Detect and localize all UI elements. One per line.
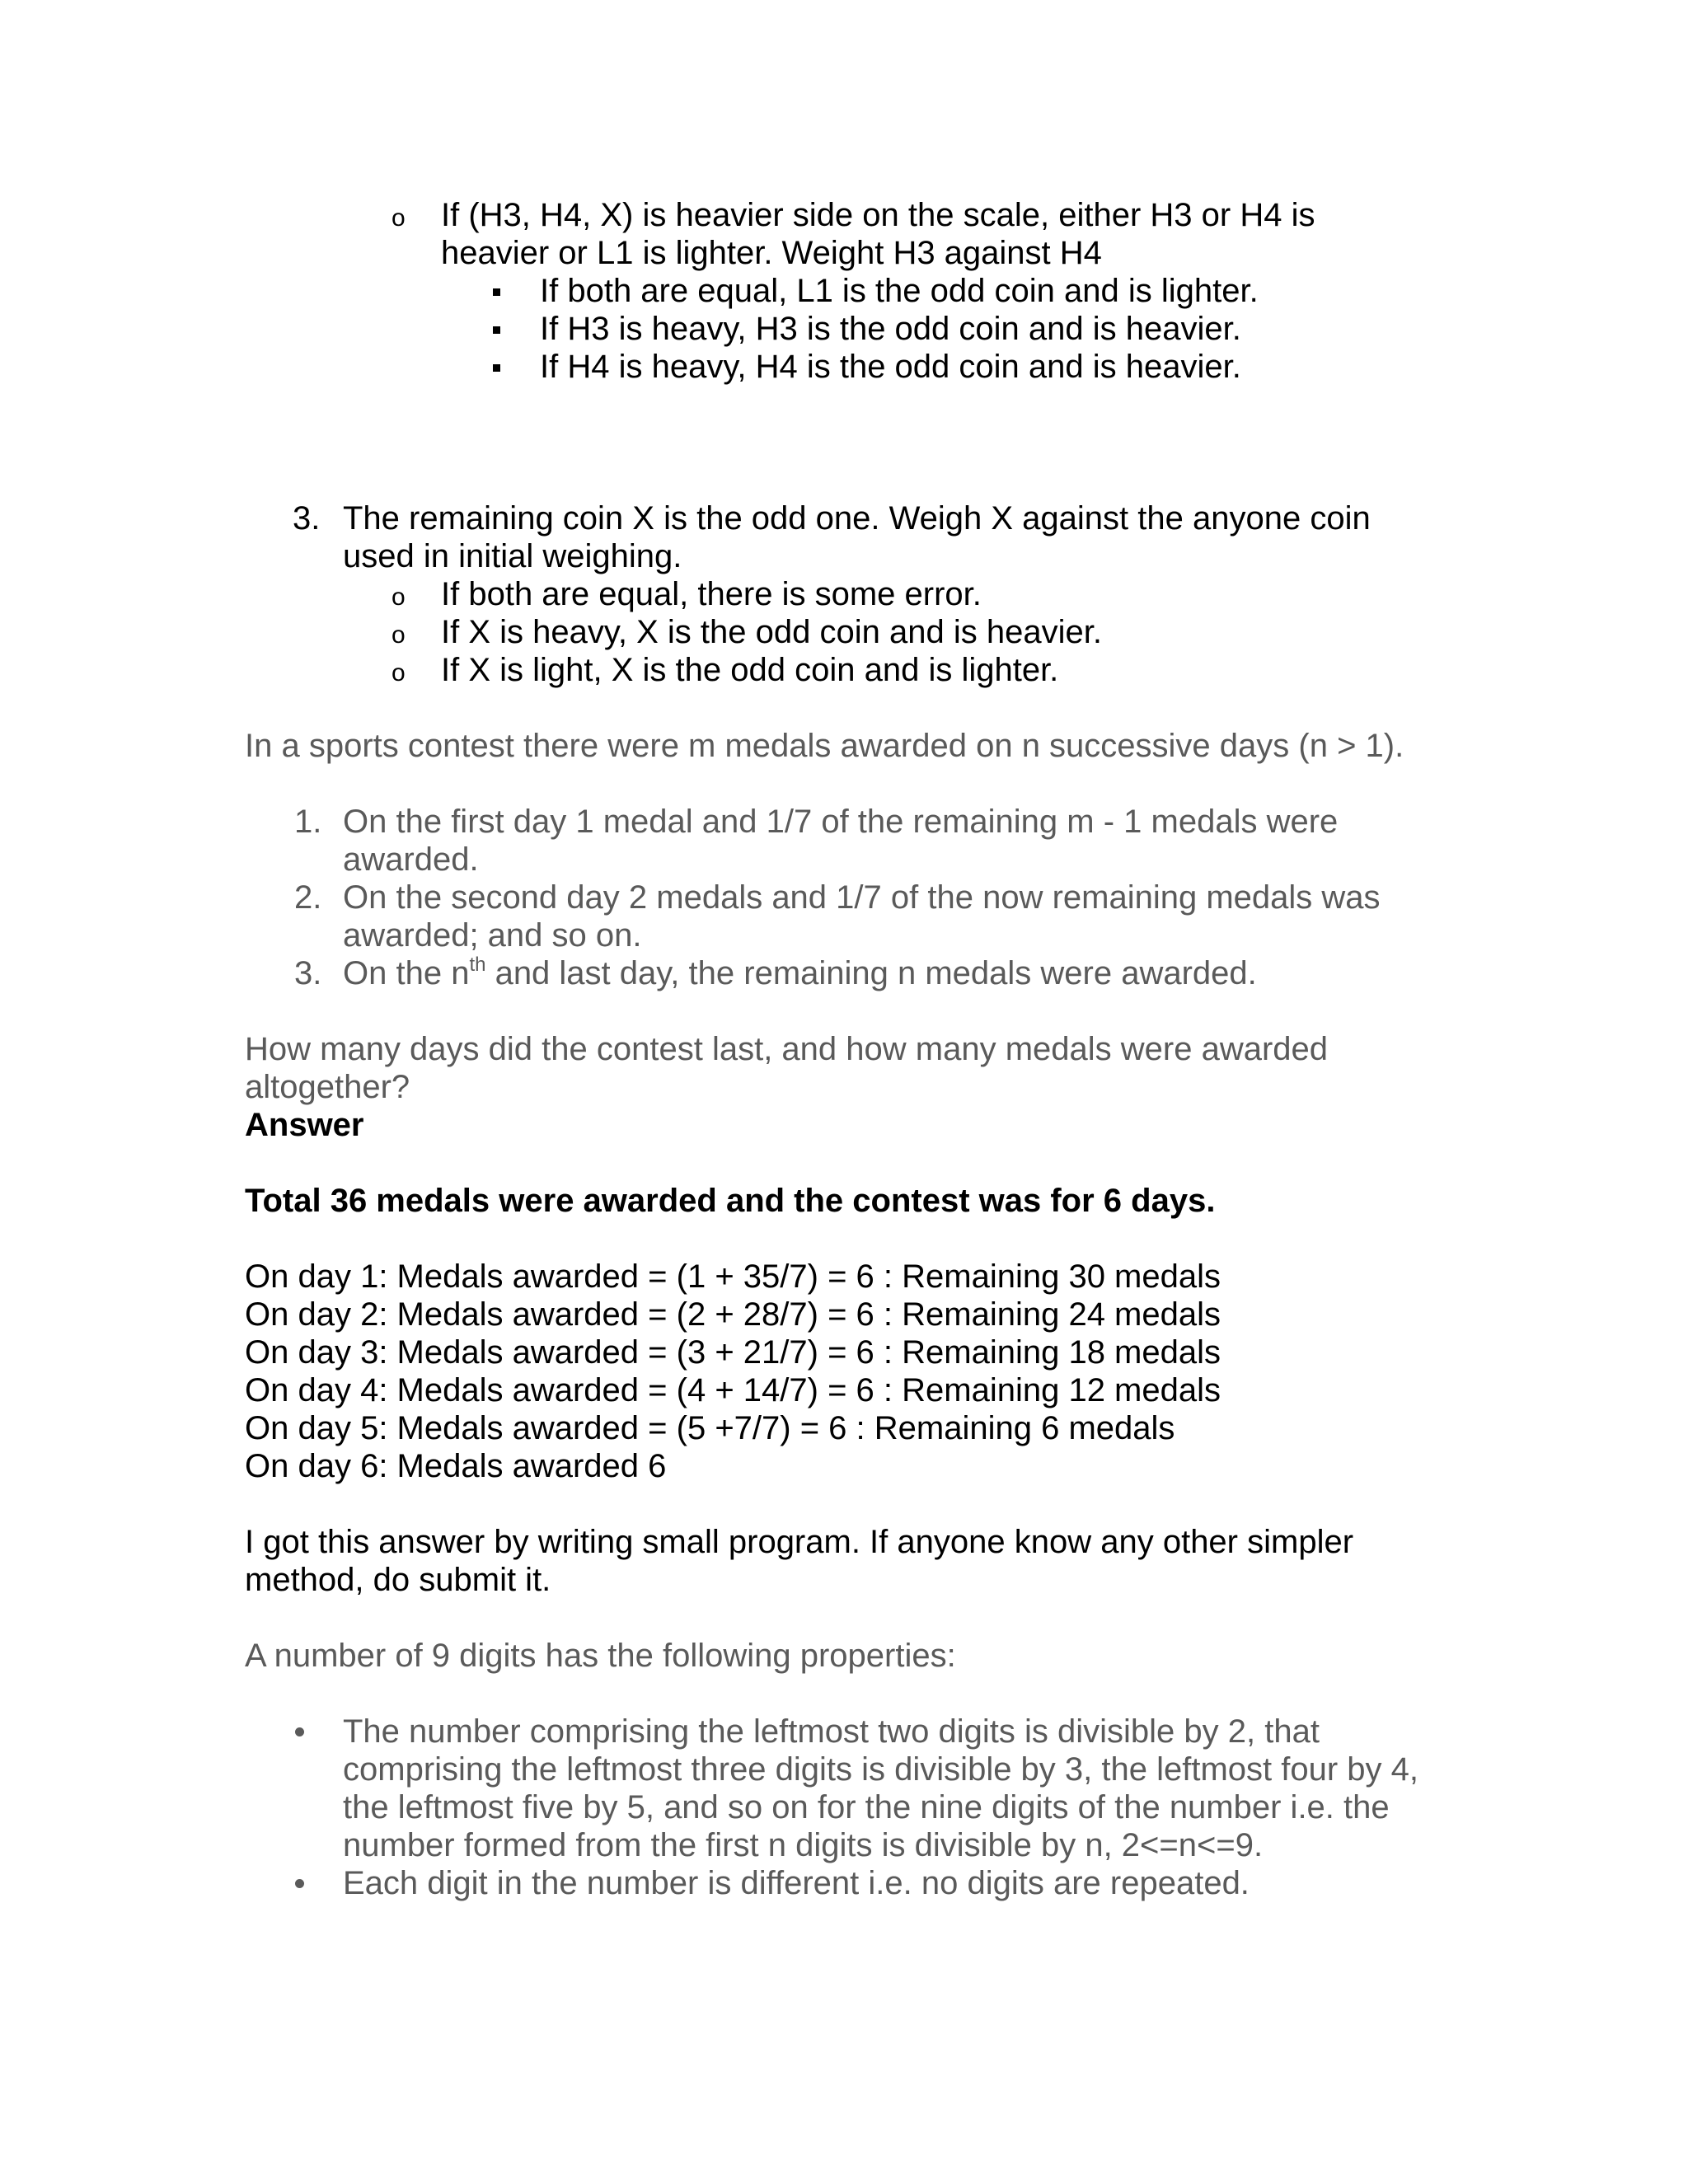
coin-subitem-line-1: If (H3, H4, X) is heavier side on the scale, either H3 or H4 is xyxy=(441,197,1315,233)
answer-label: Answer xyxy=(245,1107,364,1143)
digits-bullet1-line-3: the leftmost five by 5, and so on for the nine digits of the number i.e. the xyxy=(343,1789,1390,1825)
list-number: 3. xyxy=(293,500,321,537)
medals-item3-after: and last day, the remaining n medals were awarded. xyxy=(485,955,1257,991)
dot-bullet-icon xyxy=(295,1727,304,1736)
circle-bullet-icon: o xyxy=(392,204,406,232)
dot-bullet-icon xyxy=(295,1879,304,1888)
medals-item3-line xyxy=(343,954,1257,997)
day-line-3: On day 3: Medals awarded = (3 + 21/7) = 6 : Remaining 18 medals xyxy=(245,1334,1221,1371)
day-line-1: On day 1: Medals awarded = (1 + 35/7) = 6 : Remaining 30 medals xyxy=(245,1258,1221,1295)
day-line-4: On day 4: Medals awarded = (4 + 14/7) = 6 : Remaining 12 medals xyxy=(245,1372,1221,1408)
medals-item3-before: On the n xyxy=(343,955,470,991)
coin-item3-line-1: The remaining coin X is the odd one. Weigh X against the anyone coin xyxy=(343,500,1371,537)
digits-bullet2-line-1: Each digit in the number is different i.e. no digits are repeated. xyxy=(343,1865,1250,1901)
medals-intro: In a sports contest there were m medals awarded on n successive days (n > 1). xyxy=(245,728,1404,764)
circle-bullet-icon: o xyxy=(392,659,406,687)
medals-question-line-1: How many days did the contest last, and how many medals were awarded xyxy=(245,1031,1329,1067)
coin-bullet-1: If both are equal, L1 is the odd coin and is lighter. xyxy=(540,273,1259,309)
coin-item3-sub-3: If X is light, X is the odd coin and is lighter. xyxy=(441,652,1059,688)
answer-summary: Total 36 medals were awarded and the contest was for 6 days. xyxy=(245,1183,1216,1219)
list-number: 2. xyxy=(294,879,322,916)
day-line-5: On day 5: Medals awarded = (5 +7/7) = 6 : Remaining 6 medals xyxy=(245,1410,1175,1446)
day-line-2: On day 2: Medals awarded = (2 + 28/7) = 6 : Remaining 24 medals xyxy=(245,1296,1221,1333)
coin-subitem-line-2: heavier or L1 is lighter. Weight H3 against H4 xyxy=(441,235,1102,271)
square-bullet-icon xyxy=(493,326,500,334)
digits-intro: A number of 9 digits has the following properties: xyxy=(245,1638,956,1674)
coin-bullet-2: If H3 is heavy, H3 is the odd coin and is heavier. xyxy=(540,311,1241,347)
day-line-6: On day 6: Medals awarded 6 xyxy=(245,1448,667,1484)
circle-bullet-icon: o xyxy=(392,583,406,611)
medals-item1-line-2: awarded. xyxy=(343,841,479,878)
coin-item3-sub-2: If X is heavy, X is the odd coin and is heavier. xyxy=(441,614,1102,650)
list-number: 3. xyxy=(294,955,322,991)
digits-bullet1-line-1: The number comprising the leftmost two digits is divisible by 2, that xyxy=(343,1713,1320,1750)
digits-bullet1-line-2: comprising the leftmost three digits is divisible by 3, the leftmost four by 4, xyxy=(343,1751,1419,1788)
square-bullet-icon xyxy=(493,364,500,372)
medals-item1-line-1: On the first day 1 medal and 1/7 of the remaining m - 1 medals were xyxy=(343,804,1339,840)
coin-item3-line-2: used in initial weighing. xyxy=(343,538,682,574)
medals-question-line-2: altogether? xyxy=(245,1069,410,1105)
list-number: 1. xyxy=(294,804,322,840)
note-line-1: I got this answer by writing small program. If anyone know any other simpler xyxy=(245,1524,1354,1560)
medals-item2-line-1: On the second day 2 medals and 1/7 of the now remaining medals was xyxy=(343,879,1381,916)
digits-bullet1-line-4: number formed from the first n digits is divisible by n, 2<=n<=9. xyxy=(343,1827,1264,1863)
coin-bullet-3: If H4 is heavy, H4 is the odd coin and is heavier. xyxy=(540,349,1241,385)
note-line-2: method, do submit it. xyxy=(245,1562,551,1598)
superscript-th: th xyxy=(469,954,486,976)
coin-item3-sub-1: If both are equal, there is some error. xyxy=(441,576,982,612)
medals-item2-line-2: awarded; and so on. xyxy=(343,917,642,954)
square-bullet-icon xyxy=(493,288,500,296)
circle-bullet-icon: o xyxy=(392,621,406,649)
